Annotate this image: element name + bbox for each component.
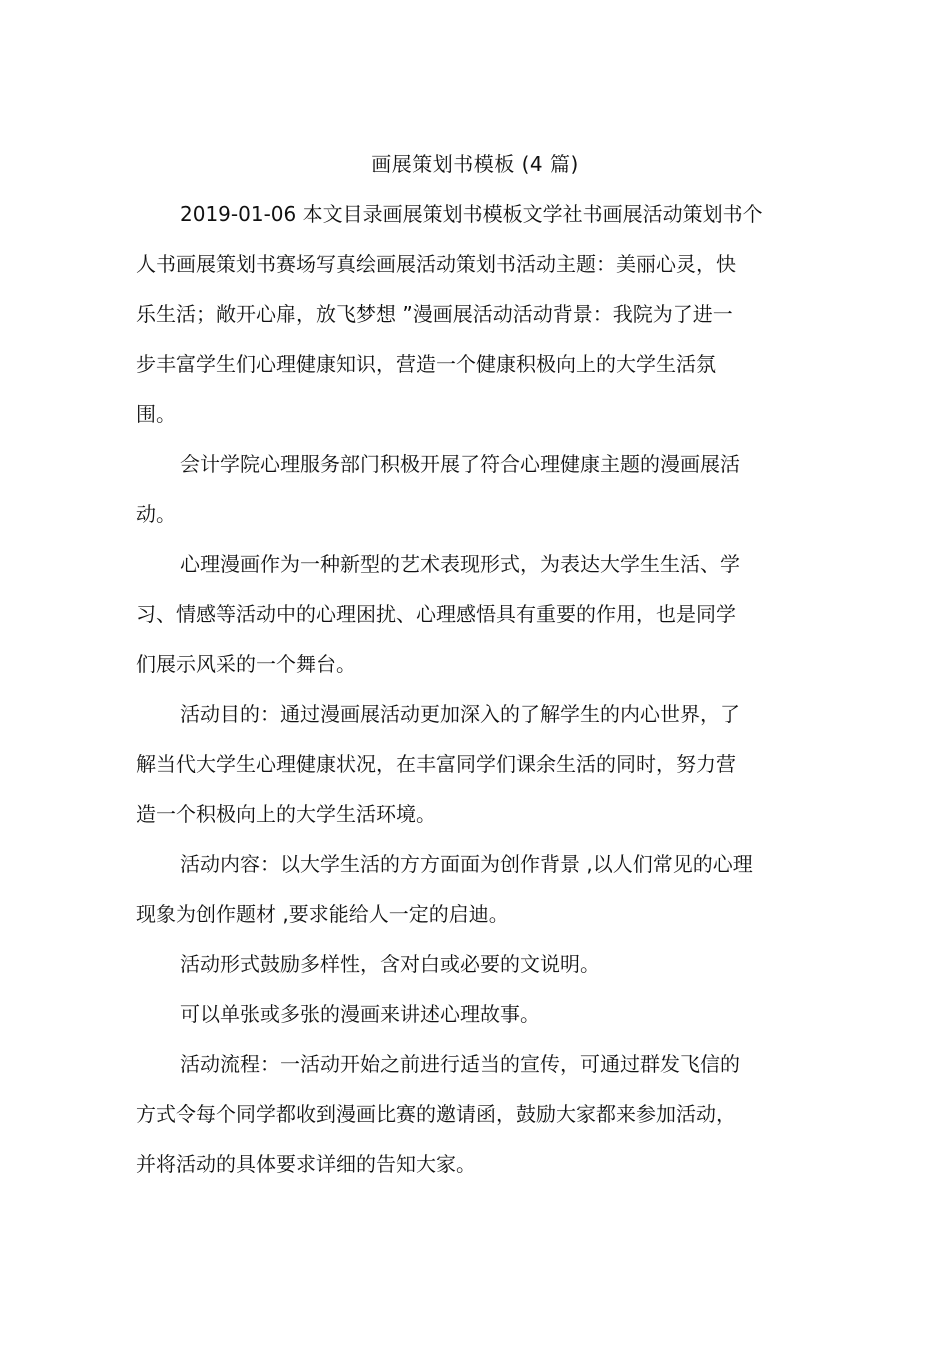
text-line: 乐生活；敞开心扉，放飞梦想 ”漫画展活动活动背景：我院为了进一	[136, 302, 733, 326]
text-line: 习、情感等活动中的心理困扰、心理感悟具有重要的作用，也是同学	[136, 602, 736, 626]
text-line: 活动形式鼓励多样性，含对白或必要的文说明。	[180, 952, 600, 976]
text-line: 可以单张或多张的漫画来讲述心理故事。	[180, 1002, 540, 1026]
text-line: 方式令每个同学都收到漫画比赛的邀请函，鼓励大家都来参加活动，	[136, 1102, 736, 1126]
text-line: 并将活动的具体要求详细的告知大家。	[136, 1152, 476, 1176]
text-line: 活动目的：通过漫画展活动更加深入的了解学生的内心世界，了	[180, 702, 740, 726]
text-line: 解当代大学生心理健康状况，在丰富同学们课余生活的同时，努力营	[136, 752, 736, 776]
text-line: 活动内容：以大学生活的方方面面为创作背景 ,以人们常见的心理	[180, 852, 753, 876]
text-line: 会计学院心理服务部门积极开展了符合心理健康主题的漫画展活	[180, 452, 740, 476]
document-title: 画展策划书模板 (4 篇)	[371, 152, 579, 176]
text-line: 造一个积极向上的大学生活环境。	[136, 802, 436, 826]
text-line: 活动流程：一活动开始之前进行适当的宣传，可通过群发飞信的	[180, 1052, 740, 1076]
text-line: 动。	[136, 502, 176, 526]
text-line: 2019-01-06 本文目录画展策划书模板文学社书画展活动策划书个	[180, 202, 763, 226]
text-line: 人书画展策划书赛场写真绘画展活动策划书活动主题：美丽心灵，快	[136, 252, 736, 276]
text-line: 围。	[136, 402, 176, 426]
text-line: 现象为创作题材 ,要求能给人一定的启迪。	[136, 902, 509, 926]
text-line: 步丰富学生们心理健康知识，营造一个健康积极向上的大学生活氛	[136, 352, 716, 376]
text-line: 们展示风采的一个舞台。	[136, 652, 356, 676]
text-line: 心理漫画作为一种新型的艺术表现形式，为表达大学生生活、学	[180, 552, 740, 576]
